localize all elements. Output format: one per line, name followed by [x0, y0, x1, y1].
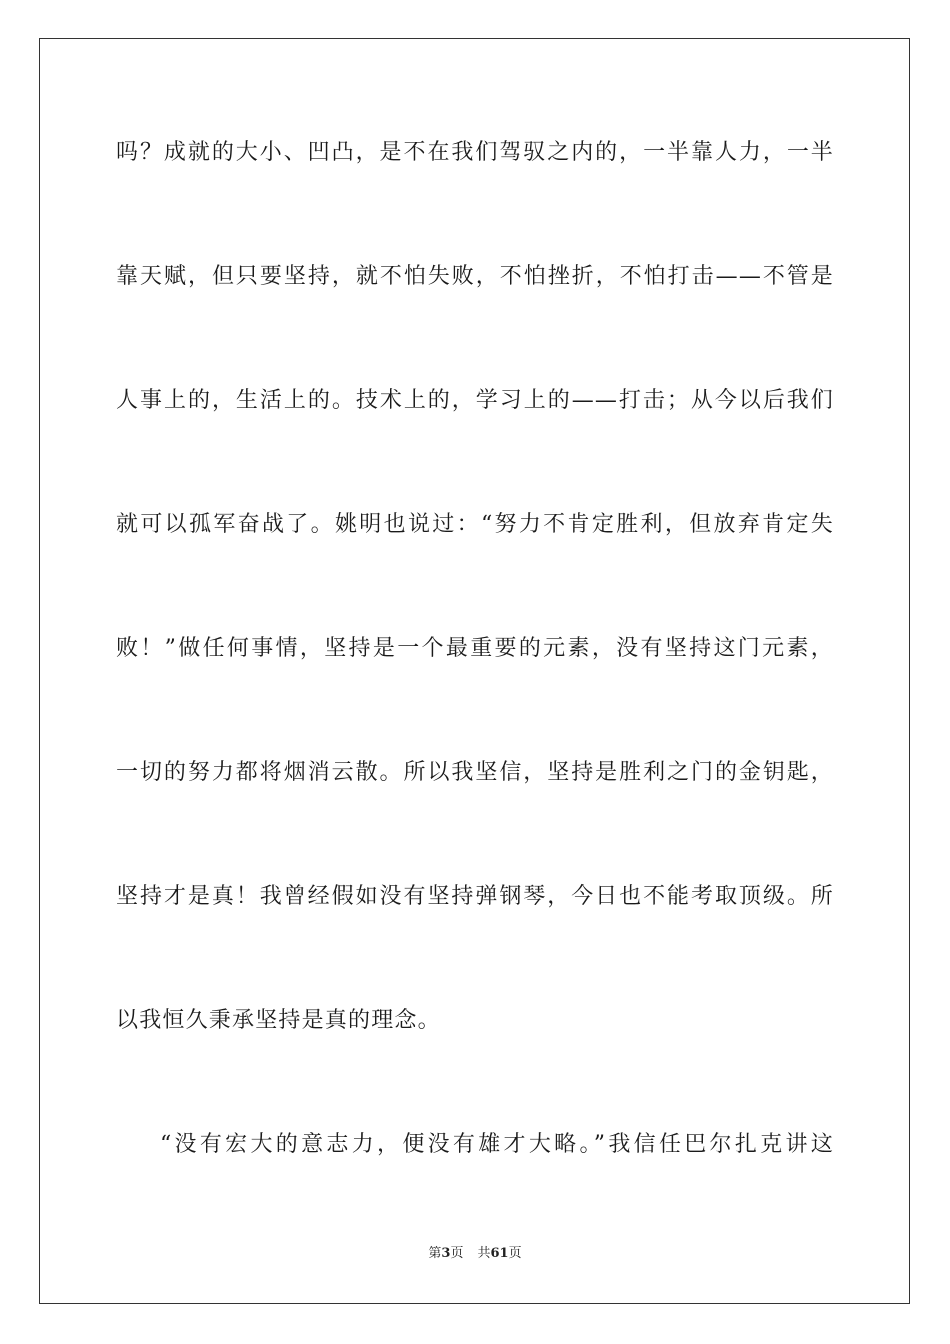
total-page-count: 61 [490, 1246, 509, 1261]
text-line-4: 就可以孤军奋战了。姚明也说过：“努力不肯定胜利，但放弃肯定失 [116, 512, 834, 537]
page-label-suffix: 页 [450, 1246, 464, 1261]
text-line-8: 以我恒久秉承坚持是真的理念。 [116, 1008, 441, 1033]
text-line-1: 吗？成就的大小、凹凸，是不在我们驾驭之内的，一半靠人力，一半 [116, 140, 834, 165]
text-line-2: 靠天赋，但只要坚持，就不怕失败，不怕挫折，不怕打击——不管是 [116, 264, 834, 289]
page-border [39, 38, 910, 1304]
total-label-suffix: 页 [508, 1246, 522, 1261]
text-line-3: 人事上的，生活上的。技术上的，学习上的——打击；从今以后我们 [116, 388, 834, 413]
total-label-prefix: 共 [477, 1246, 491, 1261]
text-line-7: 坚持才是真！我曾经假如没有坚持弹钢琴，今日也不能考取顶级。所 [116, 884, 834, 909]
text-line-6: 一切的努力都将烟消云散。所以我坚信，坚持是胜利之门的金钥匙， [116, 760, 834, 785]
current-page-number: 3 [441, 1246, 451, 1261]
page-label-prefix: 第 [428, 1246, 442, 1261]
text-line-9-indented: “没有宏大的意志力，便没有雄才大略。”我信任巴尔扎克讲这 [160, 1132, 834, 1157]
text-line-5: 败！”做任何事情，坚持是一个最重要的元素，没有坚持这门元素， [116, 636, 834, 661]
page-footer [0, 1245, 950, 1263]
